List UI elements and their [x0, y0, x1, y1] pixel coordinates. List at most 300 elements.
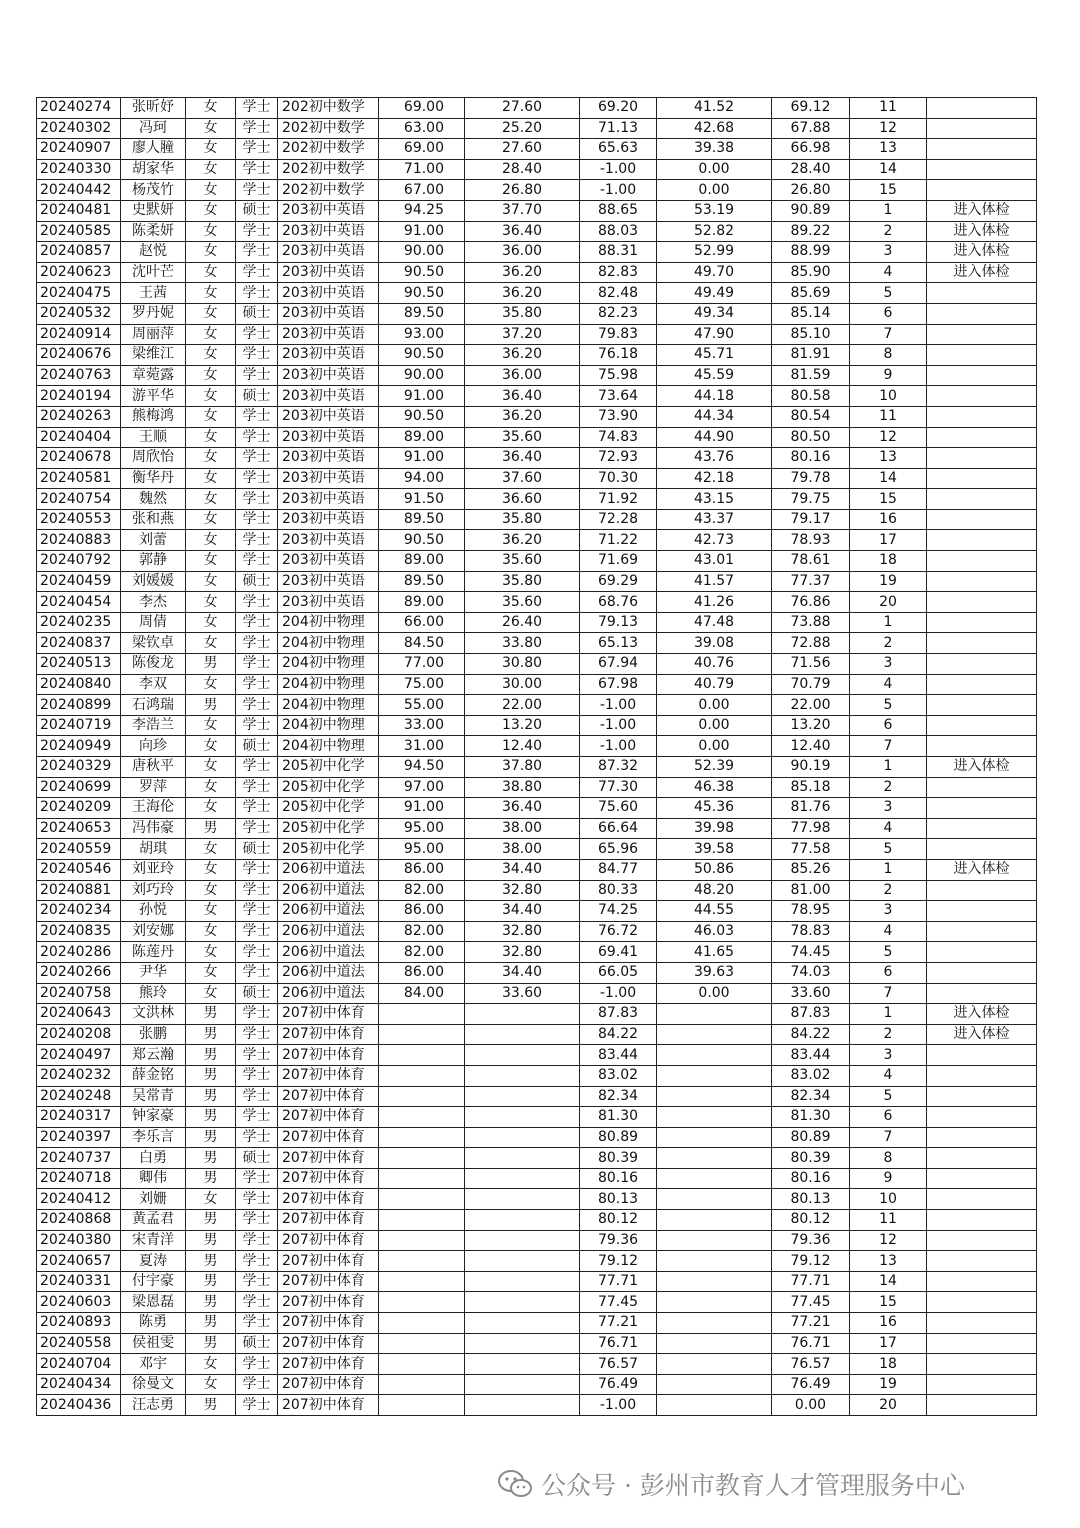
- table-row: [37, 818, 1037, 839]
- table-row: [37, 221, 1037, 242]
- cell-rank: 3: [850, 901, 927, 922]
- cell-gender: 女: [186, 736, 236, 757]
- cell-remark: [927, 386, 1037, 407]
- cell-degree: 学士: [236, 1189, 278, 1210]
- cell-degree: 学士: [236, 262, 278, 283]
- cell-position: 202初中数学: [278, 98, 379, 119]
- cell-written-weighted: 37.20: [465, 324, 580, 345]
- cell-remark: [927, 1127, 1037, 1148]
- cell-gender: 男: [186, 695, 236, 716]
- cell-name: 文洪林: [121, 1004, 186, 1025]
- table-row: [37, 1271, 1037, 1292]
- cell-degree: 学士: [236, 1251, 278, 1272]
- cell-position: 204初中物理: [278, 633, 379, 654]
- cell-written-weighted: 27.60: [465, 139, 580, 160]
- cell-written-score: 90.50: [379, 283, 465, 304]
- cell-remark: [927, 1065, 1037, 1086]
- cell-written-weighted: 32.80: [465, 921, 580, 942]
- cell-exam-id: 20240436: [37, 1395, 121, 1416]
- table-row: [37, 200, 1037, 221]
- cell-interview-score: 82.23: [580, 303, 657, 324]
- cell-interview-score: 70.30: [580, 468, 657, 489]
- cell-written-weighted: 34.40: [465, 859, 580, 880]
- cell-remark: [927, 633, 1037, 654]
- cell-interview-weighted: [657, 1292, 772, 1313]
- cell-interview-weighted: 44.18: [657, 386, 772, 407]
- cell-written-weighted: [465, 1168, 580, 1189]
- cell-remark: [927, 654, 1037, 675]
- table-row: [37, 1065, 1037, 1086]
- cell-written-score: [379, 1354, 465, 1375]
- cell-exam-id: 20240883: [37, 530, 121, 551]
- cell-position: 203初中英语: [278, 200, 379, 221]
- cell-rank: 12: [850, 1230, 927, 1251]
- cell-exam-id: 20240442: [37, 180, 121, 201]
- cell-interview-weighted: 41.26: [657, 592, 772, 613]
- cell-written-score: 91.00: [379, 448, 465, 469]
- cell-degree: 学士: [236, 942, 278, 963]
- cell-written-weighted: 36.00: [465, 242, 580, 263]
- cell-interview-weighted: 43.37: [657, 509, 772, 530]
- cell-remark: 进入体检: [927, 221, 1037, 242]
- cell-total-score: 76.86: [772, 592, 850, 613]
- cell-total-score: 78.95: [772, 901, 850, 922]
- cell-total-score: 73.88: [772, 612, 850, 633]
- cell-name: 周丽萍: [121, 324, 186, 345]
- cell-rank: 7: [850, 983, 927, 1004]
- cell-gender: 男: [186, 1292, 236, 1313]
- cell-name: 陈勇: [121, 1313, 186, 1334]
- cell-written-weighted: 28.40: [465, 159, 580, 180]
- cell-total-score: 87.83: [772, 1004, 850, 1025]
- cell-rank: 7: [850, 736, 927, 757]
- cell-remark: 进入体检: [927, 859, 1037, 880]
- cell-interview-weighted: [657, 1374, 772, 1395]
- cell-total-score: 85.14: [772, 303, 850, 324]
- cell-position: 206初中道法: [278, 921, 379, 942]
- cell-total-score: 33.60: [772, 983, 850, 1004]
- cell-degree: 学士: [236, 448, 278, 469]
- cell-interview-score: 66.05: [580, 962, 657, 983]
- cell-rank: 15: [850, 1292, 927, 1313]
- cell-written-score: 67.00: [379, 180, 465, 201]
- cell-rank: 5: [850, 695, 927, 716]
- cell-written-weighted: 26.80: [465, 180, 580, 201]
- cell-total-score: 89.22: [772, 221, 850, 242]
- cell-degree: 学士: [236, 612, 278, 633]
- cell-interview-weighted: 46.38: [657, 777, 772, 798]
- cell-interview-score: 71.13: [580, 118, 657, 139]
- cell-interview-score: 75.98: [580, 365, 657, 386]
- cell-degree: 硕士: [236, 386, 278, 407]
- cell-degree: 学士: [236, 1230, 278, 1251]
- cell-remark: [927, 180, 1037, 201]
- cell-name: 刘安娜: [121, 921, 186, 942]
- cell-degree: 学士: [236, 962, 278, 983]
- cell-position: 203初中英语: [278, 345, 379, 366]
- cell-total-score: 90.19: [772, 757, 850, 778]
- cell-remark: [927, 1230, 1037, 1251]
- cell-degree: 学士: [236, 365, 278, 386]
- cell-interview-score: 76.72: [580, 921, 657, 942]
- table-row: [37, 880, 1037, 901]
- cell-total-score: 77.21: [772, 1313, 850, 1334]
- cell-position: 204初中物理: [278, 695, 379, 716]
- cell-interview-score: 83.44: [580, 1045, 657, 1066]
- cell-rank: 2: [850, 880, 927, 901]
- cell-name: 付宇豪: [121, 1271, 186, 1292]
- table-row: [37, 1374, 1037, 1395]
- cell-written-score: 91.50: [379, 489, 465, 510]
- cell-exam-id: 20240481: [37, 200, 121, 221]
- cell-total-score: 79.75: [772, 489, 850, 510]
- cell-interview-weighted: [657, 1045, 772, 1066]
- cell-name: 郑云瀚: [121, 1045, 186, 1066]
- cell-exam-id: 20240603: [37, 1292, 121, 1313]
- cell-gender: 女: [186, 612, 236, 633]
- cell-position: 203初中英语: [278, 386, 379, 407]
- cell-exam-id: 20240263: [37, 406, 121, 427]
- cell-name: 刘媛媛: [121, 571, 186, 592]
- cell-rank: 4: [850, 818, 927, 839]
- cell-name: 徐曼文: [121, 1374, 186, 1395]
- cell-total-score: 70.79: [772, 674, 850, 695]
- cell-interview-weighted: 50.86: [657, 859, 772, 880]
- cell-name: 唐秋平: [121, 757, 186, 778]
- cell-interview-score: 71.69: [580, 551, 657, 572]
- cell-written-score: [379, 1333, 465, 1354]
- cell-name: 郭静: [121, 551, 186, 572]
- table-row: [37, 1148, 1037, 1169]
- cell-position: 204初中物理: [278, 736, 379, 757]
- cell-written-score: 94.25: [379, 200, 465, 221]
- cell-interview-score: 69.20: [580, 98, 657, 119]
- table-row: [37, 983, 1037, 1004]
- cell-exam-id: 20240840: [37, 674, 121, 695]
- cell-interview-weighted: 52.82: [657, 221, 772, 242]
- cell-position: 207初中体育: [278, 1230, 379, 1251]
- cell-total-score: 72.88: [772, 633, 850, 654]
- cell-remark: [927, 983, 1037, 1004]
- cell-rank: 10: [850, 386, 927, 407]
- cell-exam-id: 20240532: [37, 303, 121, 324]
- cell-interview-score: 88.65: [580, 200, 657, 221]
- cell-position: 207初中体育: [278, 1148, 379, 1169]
- table-row: [37, 1251, 1037, 1272]
- cell-exam-id: 20240653: [37, 818, 121, 839]
- cell-interview-score: 88.03: [580, 221, 657, 242]
- cell-name: 刘蕾: [121, 530, 186, 551]
- cell-interview-weighted: 40.76: [657, 654, 772, 675]
- cell-gender: 女: [186, 551, 236, 572]
- cell-total-score: 81.59: [772, 365, 850, 386]
- cell-remark: [927, 1333, 1037, 1354]
- cell-gender: 女: [186, 118, 236, 139]
- cell-gender: 男: [186, 1045, 236, 1066]
- cell-exam-id: 20240459: [37, 571, 121, 592]
- watermark-text: 公众号 · 彭州市教育人才管理服务中心: [541, 1471, 965, 1500]
- cell-rank: 20: [850, 1395, 927, 1416]
- cell-interview-weighted: 47.90: [657, 324, 772, 345]
- cell-exam-id: 20240329: [37, 757, 121, 778]
- table-row: [37, 448, 1037, 469]
- cell-name: 陈俊龙: [121, 654, 186, 675]
- cell-rank: 6: [850, 303, 927, 324]
- cell-written-weighted: 34.40: [465, 962, 580, 983]
- cell-written-weighted: 36.00: [465, 365, 580, 386]
- table-row: [37, 1313, 1037, 1334]
- cell-interview-score: 79.83: [580, 324, 657, 345]
- cell-interview-weighted: [657, 1168, 772, 1189]
- cell-rank: 11: [850, 98, 927, 119]
- cell-remark: [927, 1354, 1037, 1375]
- cell-gender: 女: [186, 1374, 236, 1395]
- cell-total-score: 79.36: [772, 1230, 850, 1251]
- cell-gender: 女: [186, 859, 236, 880]
- cell-interview-weighted: [657, 1354, 772, 1375]
- cell-remark: [927, 345, 1037, 366]
- cell-name: 陈莲丹: [121, 942, 186, 963]
- cell-written-score: 31.00: [379, 736, 465, 757]
- cell-exam-id: 20240868: [37, 1210, 121, 1231]
- cell-degree: 学士: [236, 777, 278, 798]
- cell-gender: 男: [186, 1230, 236, 1251]
- cell-exam-id: 20240208: [37, 1024, 121, 1045]
- cell-degree: 学士: [236, 674, 278, 695]
- cell-written-weighted: [465, 1045, 580, 1066]
- cell-written-score: [379, 1189, 465, 1210]
- cell-exam-id: 20240949: [37, 736, 121, 757]
- cell-written-score: 86.00: [379, 859, 465, 880]
- cell-total-score: 77.45: [772, 1292, 850, 1313]
- cell-interview-score: 68.76: [580, 592, 657, 613]
- cell-written-weighted: [465, 1333, 580, 1354]
- cell-degree: 学士: [236, 427, 278, 448]
- cell-position: 207初中体育: [278, 1086, 379, 1107]
- cell-degree: 学士: [236, 1168, 278, 1189]
- cell-written-weighted: 30.00: [465, 674, 580, 695]
- cell-written-score: [379, 1004, 465, 1025]
- cell-interview-weighted: 44.34: [657, 406, 772, 427]
- cell-name: 熊玲: [121, 983, 186, 1004]
- cell-name: 罗萍: [121, 777, 186, 798]
- cell-name: 冯伟豪: [121, 818, 186, 839]
- cell-gender: 女: [186, 365, 236, 386]
- cell-gender: 男: [186, 818, 236, 839]
- cell-interview-score: 88.31: [580, 242, 657, 263]
- cell-interview-score: -1.00: [580, 736, 657, 757]
- cell-written-weighted: [465, 1189, 580, 1210]
- cell-interview-score: 72.93: [580, 448, 657, 469]
- cell-exam-id: 20240763: [37, 365, 121, 386]
- cell-remark: [927, 551, 1037, 572]
- cell-remark: [927, 880, 1037, 901]
- cell-remark: [927, 1292, 1037, 1313]
- cell-name: 梁维江: [121, 345, 186, 366]
- cell-degree: 学士: [236, 1354, 278, 1375]
- cell-gender: 男: [186, 654, 236, 675]
- cell-interview-score: 69.29: [580, 571, 657, 592]
- cell-written-score: 77.00: [379, 654, 465, 675]
- table-row: [37, 612, 1037, 633]
- cell-written-weighted: [465, 1210, 580, 1231]
- cell-name: 薛金铭: [121, 1065, 186, 1086]
- cell-total-score: 80.89: [772, 1127, 850, 1148]
- cell-exam-id: 20240248: [37, 1086, 121, 1107]
- cell-degree: 学士: [236, 242, 278, 263]
- cell-gender: 女: [186, 757, 236, 778]
- cell-interview-weighted: 0.00: [657, 180, 772, 201]
- cell-degree: 学士: [236, 1086, 278, 1107]
- cell-name: 张鹏: [121, 1024, 186, 1045]
- cell-degree: 学士: [236, 283, 278, 304]
- cell-gender: 女: [186, 530, 236, 551]
- cell-total-score: 81.76: [772, 798, 850, 819]
- cell-interview-weighted: 48.20: [657, 880, 772, 901]
- cell-exam-id: 20240317: [37, 1107, 121, 1128]
- cell-exam-id: 20240643: [37, 1004, 121, 1025]
- cell-position: 203初中英语: [278, 571, 379, 592]
- cell-written-weighted: 36.20: [465, 262, 580, 283]
- cell-interview-weighted: 40.79: [657, 674, 772, 695]
- cell-written-weighted: 25.20: [465, 118, 580, 139]
- cell-position: 207初中体育: [278, 1313, 379, 1334]
- cell-interview-score: -1.00: [580, 715, 657, 736]
- cell-exam-id: 20240837: [37, 633, 121, 654]
- cell-rank: 6: [850, 1107, 927, 1128]
- cell-total-score: 22.00: [772, 695, 850, 716]
- cell-total-score: 84.22: [772, 1024, 850, 1045]
- cell-remark: [927, 530, 1037, 551]
- cell-degree: 学士: [236, 695, 278, 716]
- cell-interview-weighted: 39.98: [657, 818, 772, 839]
- cell-exam-id: 20240412: [37, 1189, 121, 1210]
- cell-total-score: 78.83: [772, 921, 850, 942]
- cell-degree: 学士: [236, 880, 278, 901]
- cell-gender: 女: [186, 159, 236, 180]
- cell-total-score: 26.80: [772, 180, 850, 201]
- cell-gender: 男: [186, 1148, 236, 1169]
- cell-gender: 男: [186, 1333, 236, 1354]
- cell-gender: 男: [186, 1210, 236, 1231]
- cell-rank: 5: [850, 283, 927, 304]
- cell-degree: 学士: [236, 159, 278, 180]
- cell-rank: 14: [850, 159, 927, 180]
- cell-rank: 3: [850, 798, 927, 819]
- cell-written-weighted: [465, 1086, 580, 1107]
- cell-remark: [927, 1168, 1037, 1189]
- cell-total-score: 77.37: [772, 571, 850, 592]
- watermark: [497, 1464, 965, 1504]
- cell-interview-weighted: 0.00: [657, 159, 772, 180]
- cell-interview-weighted: [657, 1333, 772, 1354]
- cell-written-weighted: 30.80: [465, 654, 580, 675]
- cell-position: 207初中体育: [278, 1354, 379, 1375]
- cell-interview-weighted: 41.57: [657, 571, 772, 592]
- cell-exam-id: 20240497: [37, 1045, 121, 1066]
- cell-degree: 学士: [236, 798, 278, 819]
- cell-rank: 17: [850, 1333, 927, 1354]
- cell-interview-score: 80.33: [580, 880, 657, 901]
- cell-rank: 8: [850, 345, 927, 366]
- cell-position: 206初中道法: [278, 880, 379, 901]
- cell-name: 白勇: [121, 1148, 186, 1169]
- cell-written-score: 90.50: [379, 406, 465, 427]
- cell-exam-id: 20240676: [37, 345, 121, 366]
- cell-written-score: 89.00: [379, 427, 465, 448]
- cell-remark: [927, 159, 1037, 180]
- cell-interview-score: 87.32: [580, 757, 657, 778]
- cell-remark: [927, 365, 1037, 386]
- cell-exam-id: 20240907: [37, 139, 121, 160]
- cell-interview-weighted: 49.49: [657, 283, 772, 304]
- cell-written-weighted: 37.60: [465, 468, 580, 489]
- table-row: [37, 942, 1037, 963]
- cell-rank: 5: [850, 839, 927, 860]
- cell-position: 207初中体育: [278, 1292, 379, 1313]
- cell-exam-id: 20240235: [37, 612, 121, 633]
- cell-written-weighted: 36.20: [465, 406, 580, 427]
- cell-written-score: 93.00: [379, 324, 465, 345]
- cell-remark: [927, 1374, 1037, 1395]
- cell-total-score: 76.57: [772, 1354, 850, 1375]
- cell-degree: 学士: [236, 1127, 278, 1148]
- cell-degree: 学士: [236, 592, 278, 613]
- cell-gender: 女: [186, 880, 236, 901]
- cell-degree: 学士: [236, 1292, 278, 1313]
- cell-exam-id: 20240835: [37, 921, 121, 942]
- cell-interview-weighted: 0.00: [657, 736, 772, 757]
- cell-rank: 8: [850, 1148, 927, 1169]
- cell-rank: 9: [850, 365, 927, 386]
- table-row: [37, 757, 1037, 778]
- cell-rank: 3: [850, 654, 927, 675]
- cell-gender: 女: [186, 715, 236, 736]
- cell-name: 张和燕: [121, 509, 186, 530]
- table-row: [37, 1107, 1037, 1128]
- cell-total-score: 80.13: [772, 1189, 850, 1210]
- cell-interview-weighted: [657, 1313, 772, 1334]
- cell-rank: 1: [850, 612, 927, 633]
- wechat-icon: [497, 1469, 533, 1499]
- cell-exam-id: 20240899: [37, 695, 121, 716]
- cell-interview-score: 74.25: [580, 901, 657, 922]
- cell-gender: 女: [186, 98, 236, 119]
- cell-position: 203初中英语: [278, 303, 379, 324]
- cell-interview-score: 73.90: [580, 406, 657, 427]
- cell-name: 张昕妤: [121, 98, 186, 119]
- cell-written-score: 91.00: [379, 798, 465, 819]
- cell-written-weighted: 35.60: [465, 592, 580, 613]
- cell-interview-score: 77.71: [580, 1271, 657, 1292]
- cell-position: 202初中数学: [278, 139, 379, 160]
- cell-total-score: 76.49: [772, 1374, 850, 1395]
- cell-position: 207初中体育: [278, 1251, 379, 1272]
- cell-gender: 男: [186, 1395, 236, 1416]
- cell-interview-weighted: [657, 1395, 772, 1416]
- cell-rank: 11: [850, 1210, 927, 1231]
- cell-rank: 1: [850, 1004, 927, 1025]
- table-row: [37, 1292, 1037, 1313]
- cell-written-weighted: 33.80: [465, 633, 580, 654]
- cell-exam-id: 20240286: [37, 942, 121, 963]
- cell-rank: 16: [850, 509, 927, 530]
- cell-written-weighted: 35.60: [465, 551, 580, 572]
- cell-remark: 进入体检: [927, 200, 1037, 221]
- cell-remark: [927, 1107, 1037, 1128]
- cell-total-score: 28.40: [772, 159, 850, 180]
- cell-name: 夏涛: [121, 1251, 186, 1272]
